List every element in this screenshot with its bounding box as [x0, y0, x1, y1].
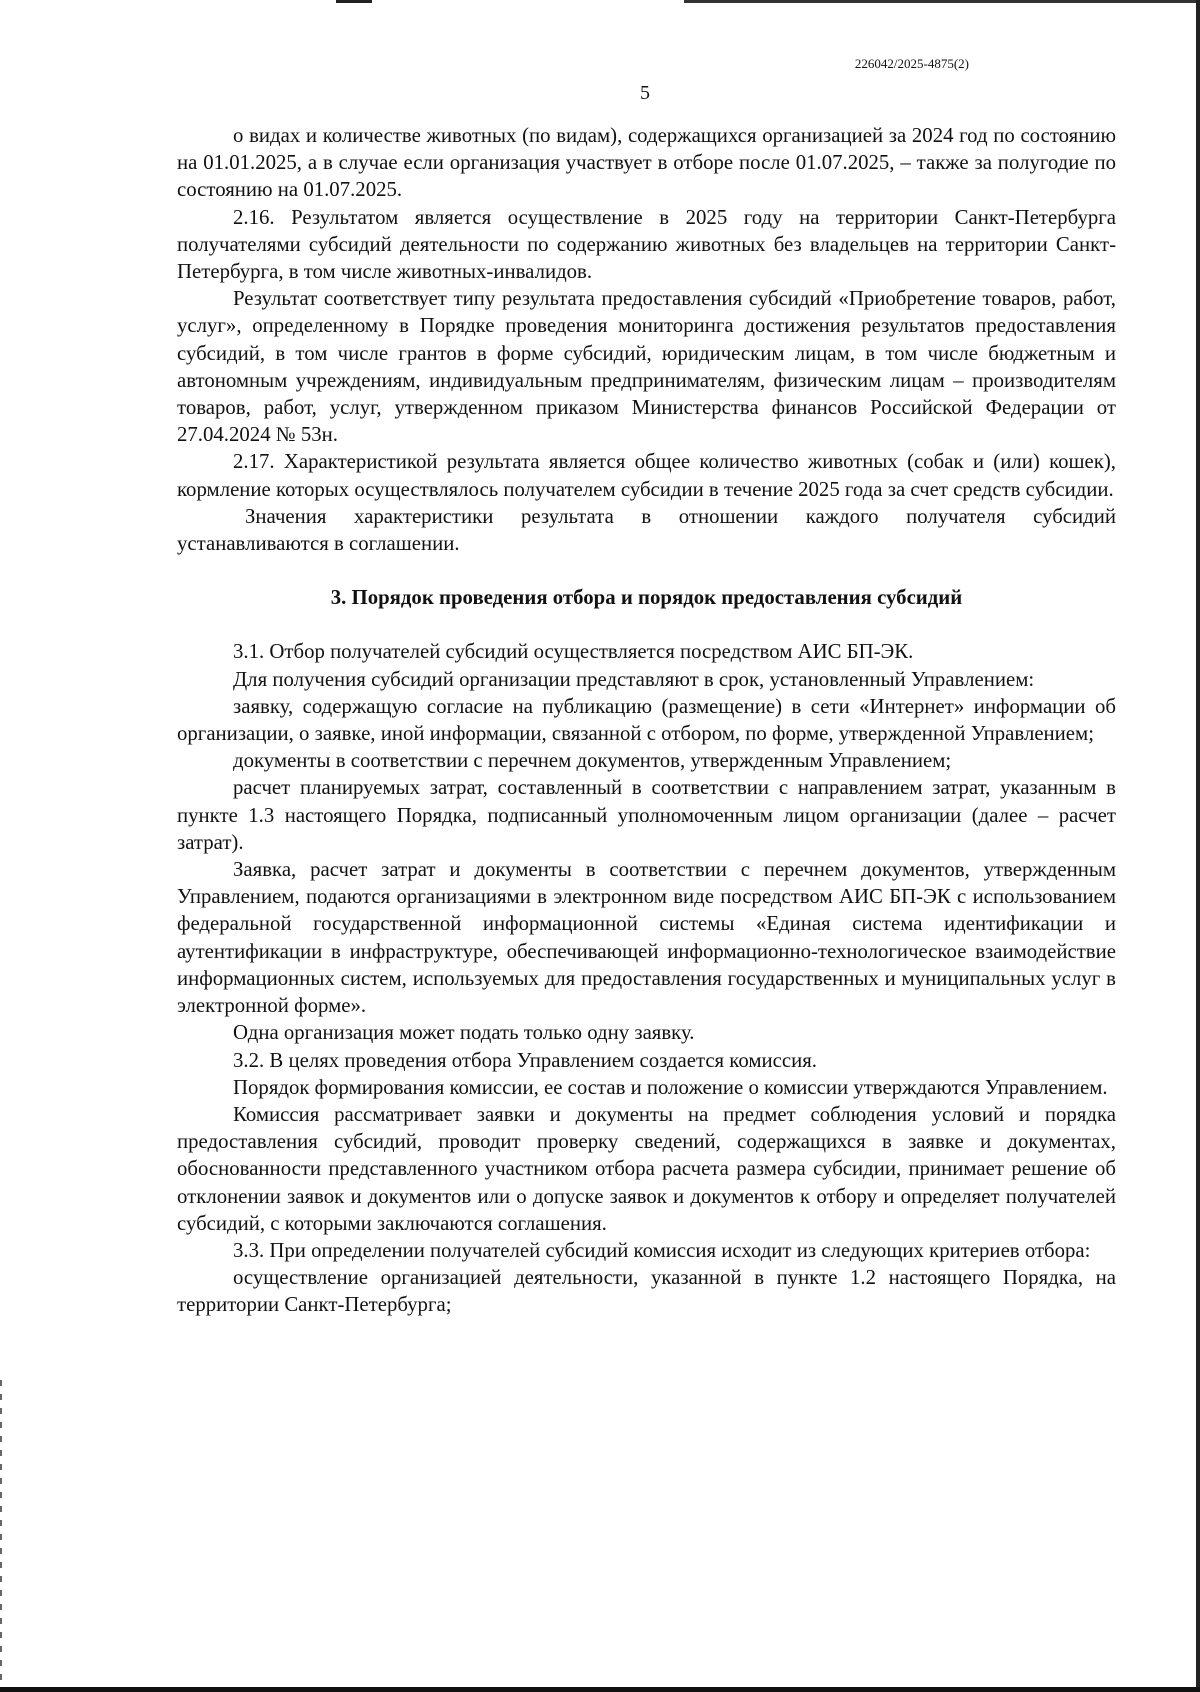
- scan-edge-bottom: [0, 1687, 1200, 1692]
- paragraph-application: заявку, содержащую согласие на публикацию (размещение) в сети «Интернет» информации об организации, о заявке, иной информации, связанной с отбором, по форме, утвержденной Управлением;: [177, 694, 1116, 746]
- paragraph-criterion-activity: осуществление организацией деятельности, указанной в пункте 1.2 настоящего Порядка, на территории Санкт-Петербурга;: [177, 1266, 1116, 1317]
- paragraph-3-2: 3.2. В целях проведения отбора Управлением создается комиссия.: [233, 1048, 818, 1072]
- paragraph-cost-calculation: расчет планируемых затрат, составленный в соответствии с направлением затрат, указанным в пункте 1.3 настоящего Порядка, подписанный уполномоченным лицом организации (далее – расчет затрат).: [177, 776, 1116, 854]
- page-number: 5: [640, 82, 650, 104]
- paragraph-commission-review: Комиссия рассматривает заявки и документы на предмет соблюдения условий и порядка предоставления субсидий, проводит проверку сведений, содержащихся в заявке и документах, обоснованности представленного участником отбора расчета размера субсидии, принимает решение об отклонении заявок и документов или о допуске заявок и документов к отбору и определяет получателей субсидий, с которыми заключаются соглашения.: [177, 1102, 1116, 1235]
- paragraph-3-1: 3.1. Отбор получателей субсидий осуществляется посредством АИС БП-ЭК.: [233, 640, 914, 664]
- scan-edge-left: [0, 1380, 2, 1680]
- scan-edge-right: [1196, 0, 1200, 1692]
- paragraph-one-application: Одна организация может подать только одну заявку.: [233, 1021, 695, 1045]
- scan-edge-top: [0, 0, 1200, 3]
- paragraph-continuation: о видах и количестве животных (по видам), содержащихся организацией за 2024 год по состоянию на 01.01.2025, а в случае если организация участвует в отборе после 01.07.2025, – также за полугодие по состоянию на 01.07.2025.: [177, 124, 1116, 202]
- paragraph-documents: документы в соответствии с перечнем документов, утвержденным Управлением;: [233, 749, 952, 773]
- paragraph-commission-formation: Порядок формирования комиссии, ее состав и положение о комиссии утверждаются Управлением.: [233, 1075, 1108, 1099]
- paragraph-3-3: 3.3. При определении получателей субсидий комиссия исходит из следующих критериев отбора:: [233, 1238, 1091, 1262]
- paragraph-2-17: 2.17. Характеристикой результата является общее количество животных (собак и (или) кошек), кормление которых осуществлялось получателем субсидии в течение 2025 года за счет средств субсидии.: [177, 450, 1116, 501]
- document-number: 226042/2025-4875(2): [854, 56, 969, 71]
- paragraph-submission: Для получения субсидий организации представляют в срок, установленный Управлением:: [233, 667, 1035, 691]
- paragraph-result-type: Результат соответствует типу результата предоставления субсидий «Приобретение товаров, работ, услуг», определенному в Порядке проведения мониторинга достижения результатов предоставления субсидий, в том числе грантов в форме субсидий, юридическим лицам, в том числе бюджетным и автономным учреждениям, индивидуальным предпринимателям, физическим лицам – производителям товаров, работ, услуг, утвержденном приказом Министерства финансов Российской Федерации от 27.04.2024 № 53н.: [177, 287, 1116, 447]
- paragraph-characteristic-values: Значения характеристики результата в отношении каждого получателя субсидий устанавливаются в соглашении.: [177, 504, 1116, 556]
- document-body: [177, 122, 1116, 1319]
- paragraph-electronic-submission: Заявка, расчет затрат и документы в соответствии с перечнем документов, утвержденным Управлением, подаются организациями в электронном виде посредством АИС БП-ЭК с использованием федеральной государственной информационной системы «Единая система идентификации и аутентификации в инфраструктуре, обеспечивающей информационно-технологическое взаимодействие информационных систем, используемых для предоставления государственных и муниципальных услуг в электронной форме».: [177, 858, 1116, 1018]
- section-heading-3: 3. Порядок проведения отбора и порядок предоставления субсидий: [330, 586, 963, 610]
- paragraph-2-16: 2.16. Результатом является осуществление в 2025 году на территории Санкт-Петербурга получателями субсидий деятельности по содержанию животных без владельцев на территории Санкт-Петербурга, в том числе животных-инвалидов.: [177, 205, 1116, 284]
